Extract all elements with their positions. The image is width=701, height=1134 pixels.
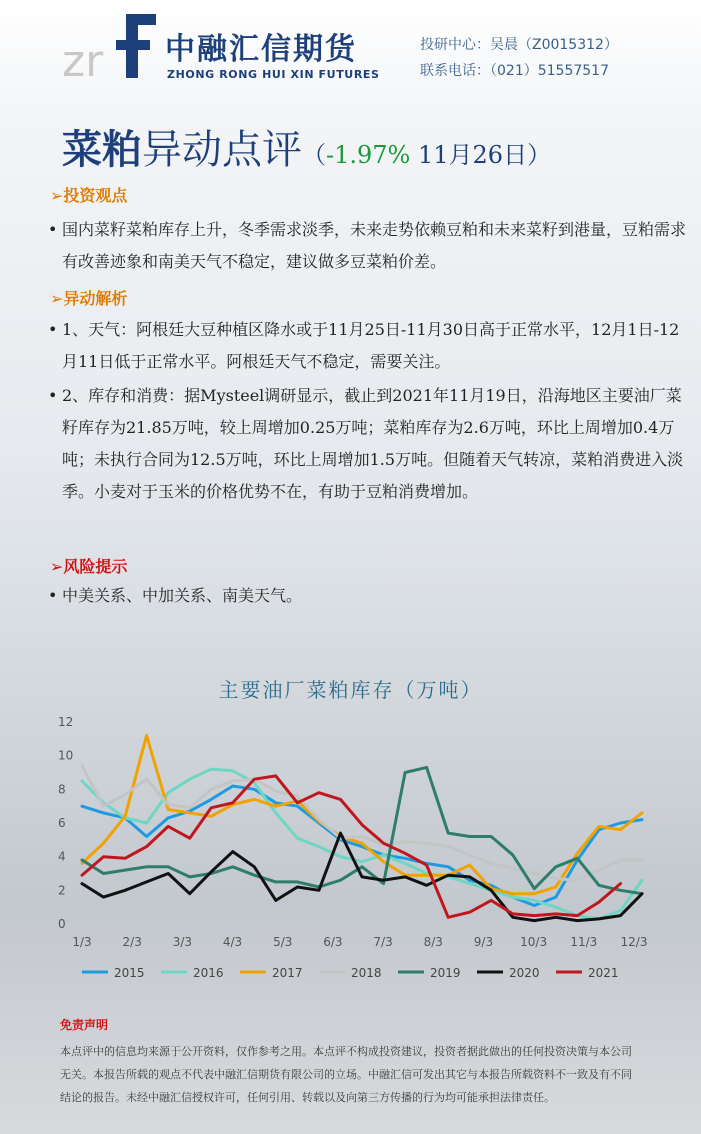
x-tick-label: 7/3	[373, 935, 393, 949]
legend-label-2015: 2015	[114, 966, 145, 980]
y-tick-label: 6	[58, 816, 66, 830]
logo-mark-icon	[60, 10, 160, 84]
investment-view-text: • 国内菜籽菜粕库存上升，冬季需求淡季，未来走势依赖豆粕和未来菜籽到港量，豆粕需求有改善迹象和南美天气不稳定，建议做多豆菜粕价差。	[48, 214, 686, 278]
x-tick-label: 8/3	[423, 935, 443, 949]
x-tick-label: 1/3	[72, 935, 92, 949]
y-tick-label: 4	[58, 849, 66, 864]
title-date: 11月26日）	[410, 141, 552, 169]
x-tick-label: 5/3	[273, 935, 293, 949]
legend-label-2019: 2019	[430, 966, 461, 980]
x-tick-label: 2/3	[122, 935, 142, 949]
title-paren-open: （	[302, 141, 326, 169]
y-tick-label: 12	[58, 715, 74, 729]
analysis-heading: ➢异动解析	[50, 289, 128, 308]
title-subject: 异动点评	[142, 127, 302, 173]
title-change-percent: -1.97%	[326, 141, 411, 169]
investment-view-heading: ➢投资观点	[50, 186, 128, 205]
x-tick-label: 3/3	[172, 935, 193, 949]
y-tick-label: 0	[58, 917, 66, 931]
disclaimer-text: 本点评中的信息均来源于公开资料，仅作参考之用。本点评不构成投资建议，投资者据此做出的任何投资决策与本公司无关。本报告所载的观点不代表中融汇信期货有限公司的立场。中融汇信可发出其它与本报告所载资料不一致及有不同结论的报告。未经中融汇信授权许可，任何引用、转载以及向第三方传播的行为均可能承担法律责任。	[60, 1045, 632, 1104]
contact-analyst: 投研中心：吴晨（Z0015312）	[420, 37, 618, 53]
legend-label-2020: 2020	[509, 966, 540, 980]
title-product: 菜粕	[62, 127, 142, 173]
logo-english-name: ZHONG RONG HUI XIN FUTURES	[167, 68, 380, 81]
y-tick-label: 8	[58, 782, 66, 797]
legend-label-2016: 2016	[193, 966, 224, 980]
analysis-inventory-text: • 2、库存和消费：据Mysteel调研显示，截止到2021年11月19日，沿海地区主要油厂菜籽库存为21.85万吨，较上周增加0.25万吨；菜粕库存为2.6万吨，环比上周增加0.4万吨；未执行合同为12.5万吨，环比上周增加1.5万吨。但随着天气转凉，菜粕消费进入淡季。小麦对于玉米的价格优势不在，有助于豆粕消费增加。	[48, 380, 686, 508]
x-tick-label: 9/3	[473, 935, 494, 949]
risk-heading: ➢风险提示	[50, 557, 128, 576]
y-tick-label: 10	[58, 748, 74, 763]
contact-phone: 联系电话：（021）51557517	[420, 63, 609, 79]
y-tick-label: 2	[58, 883, 66, 898]
contact-info	[420, 32, 618, 84]
company-logo	[60, 10, 390, 84]
series-line-2017	[82, 736, 642, 894]
disclaimer-heading: 免责声明	[60, 1018, 109, 1032]
chart-title: 主要油厂菜粕库存（万吨）	[218, 678, 483, 702]
x-tick-label: 4/3	[222, 935, 243, 949]
x-tick-label: 10/3	[520, 935, 548, 949]
logo-mark-text: zr	[62, 36, 104, 84]
page-title	[62, 118, 551, 175]
analysis-weather-text: • 1、天气：阿根廷大豆种植区降水或于11月25日-11月30日高于正常水平，12月1日-12月11日低于正常水平。阿根廷天气不稳定，需要关注。	[48, 314, 686, 378]
x-tick-label: 12/3	[620, 935, 648, 949]
legend-label-2018: 2018	[351, 966, 382, 980]
risk-text: • 中美关系、中加关系、南美天气。	[48, 580, 686, 612]
inventory-line-chart	[0, 700, 701, 990]
x-tick-label: 6/3	[323, 935, 343, 949]
legend-label-2021: 2021	[588, 966, 619, 980]
legend-label-2017: 2017	[272, 966, 303, 980]
logo-chinese-name: 中融汇信期货	[165, 32, 357, 67]
x-tick-label: 11/3	[570, 935, 598, 949]
